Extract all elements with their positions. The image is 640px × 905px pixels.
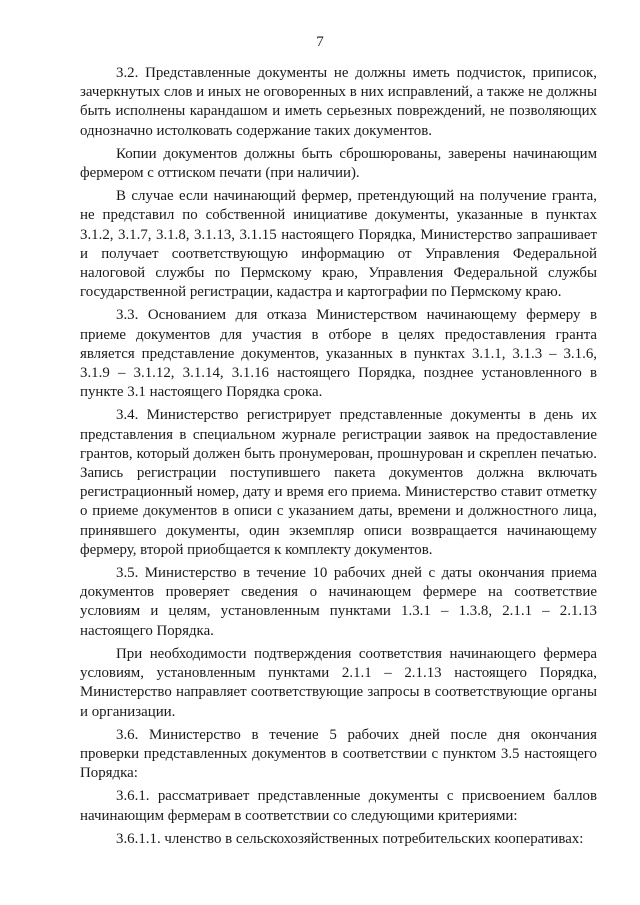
paragraph-3-5: 3.5. Министерство в течение 10 рабочих дней с даты окончания приема документов проверяет сведения о начинающем фермере на соответствие условиям и целям, установленным пунктами 1.3.1 – 1.3.8, 2.1.1 – 2.1.13 настоящего Порядка.: [80, 565, 597, 639]
page-number: 7: [316, 34, 324, 50]
paragraph-3-3: 3.3. Основанием для отказа Министерством начинающему фермеру в приеме документов для участия в отборе в целях предоставления гранта является представление документов, указанных в пунктах 3.1.1, 3.1.3 – 3.1.6, 3.1.9 – 3.1.12, 3.1.14, 3.1.16 настоящего Порядка, позднее установленного в пункте 3.1 настоящего Порядка срока.: [80, 307, 597, 401]
paragraph-copies: Копии документов должны быть сброшюрованы, заверены начинающим фермером с оттиском печати (при наличии).: [80, 145, 597, 182]
paragraph-3-4: 3.4. Министерство регистрирует представленные документы в день их представления в специальном журнале регистрации заявок на предоставление грантов, который должен быть пронумерован, прошнурован и скреплен печатью. Запись регистрации поступившего пакета документов должна включать регистрационный номер, дату и время его приема. Министерство ставит отметку о приеме документов в описи с указанием даты, времени и должностного лица, принявшего документы, один экземпляр описи возвращается начинающему фермеру, второй приобщается к комплекту документов.: [80, 407, 597, 558]
paragraph-3-6-1: 3.6.1. рассматривает представленные документы с присвоением баллов начинающим фермерам в соответствии со следующими критериями:: [80, 788, 597, 824]
paragraph-3-2: 3.2. Представленные документы не должны иметь подчисток, приписок, зачеркнутых слов и иных не оговоренных в них исправлений, а также не должны быть исполнены карандашом и иметь серьезных повреждений, не позволяющих однозначно истолковать содержание таких документов.: [80, 65, 597, 139]
document-body: [80, 64, 597, 849]
paragraph-interagency-request: В случае если начинающий фермер, претендующий на получение гранта, не представил по собственной инициативе документы, указанные в пунктах 3.1.2, 3.1.7, 3.1.8, 3.1.13, 3.1.15 настоящего Порядка, Министерство запрашивает и получает соответствующую информацию от Управления Федеральной налоговой службы по Пермскому краю, Управления Федеральной службы государственной регистрации, кадастра и картографии по Пермскому краю.: [80, 188, 597, 301]
paragraph-confirmation: При необходимости подтверждения соответствия начинающего фермера условиям, установленным пунктами 2.1.1 – 2.1.13 настоящего Порядка, Министерство направляет соответствующие запросы в соответствующие органы и организации.: [80, 645, 597, 720]
paragraph-3-6-1-1: 3.6.1.1. членство в сельскохозяйственных потребительских кооперативах:: [116, 830, 584, 847]
paragraph-3-6: 3.6. Министерство в течение 5 рабочих дней после дня окончания проверки представленных документов в соответствии с пунктом 3.5 настоящего Порядка:: [80, 726, 597, 782]
